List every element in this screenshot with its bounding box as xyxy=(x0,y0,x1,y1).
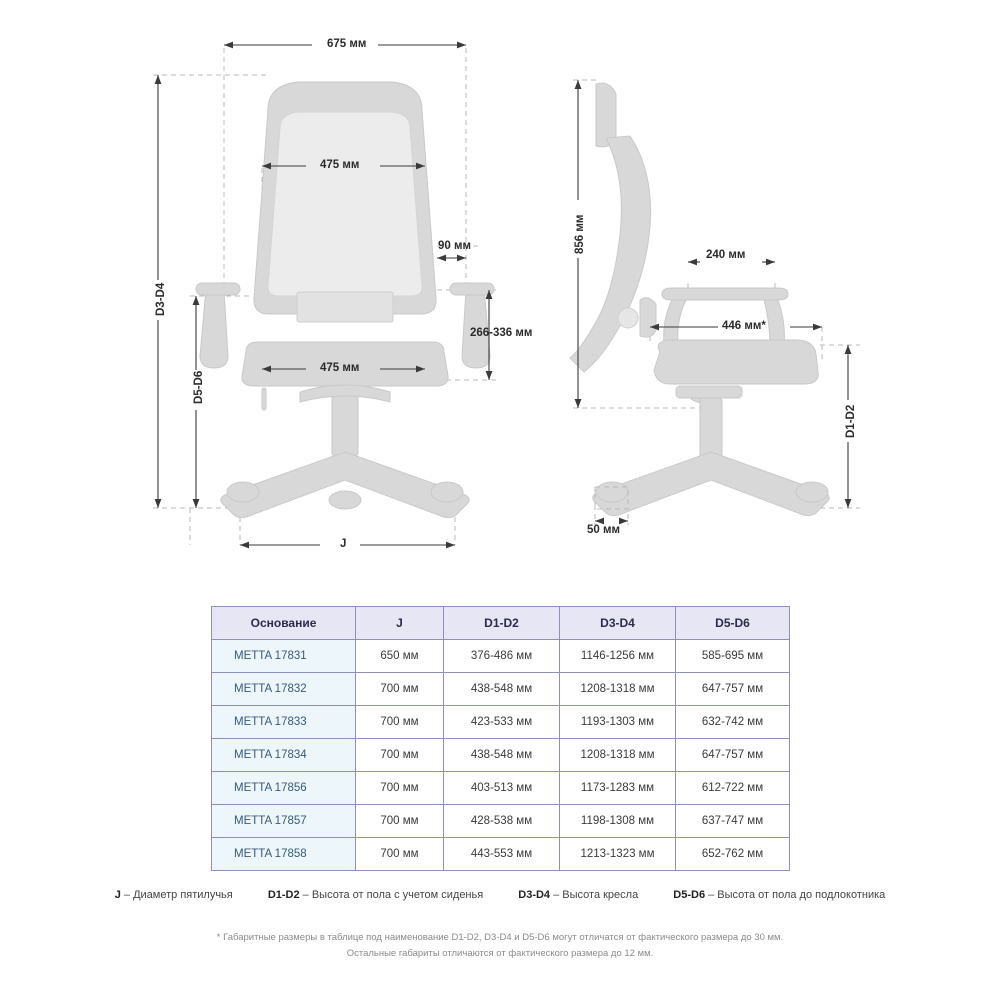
cell-j: 700 мм xyxy=(356,838,444,871)
cell-base: METTA 17858 xyxy=(212,838,356,871)
cell-base: METTA 17834 xyxy=(212,739,356,772)
cell-j: 650 мм xyxy=(356,640,444,673)
table-row xyxy=(212,673,790,706)
table-row xyxy=(212,739,790,772)
table-row xyxy=(212,838,790,871)
dim-base-diameter: J xyxy=(340,538,347,550)
cell-d1d2: 403-513 мм xyxy=(444,772,560,805)
legend-key-d1d2: D1-D2 xyxy=(267,889,300,901)
dim-armrest-height: 266-336 мм xyxy=(470,327,533,339)
cell-d3d4: 1198-1308 мм xyxy=(560,805,676,838)
specs-table-wrapper xyxy=(211,606,789,871)
cell-d3d4: 1208-1318 мм xyxy=(560,673,676,706)
legend-key-d3d4: D3-D4 xyxy=(518,889,551,901)
dim-caster-size: 50 мм xyxy=(587,524,621,536)
legend-text-d1d2: – Высота от пола с учетом сиденья xyxy=(299,889,484,901)
chair-front-illustration xyxy=(196,82,494,518)
dim-total-height: 856 мм xyxy=(574,214,586,254)
cell-d1d2: 423-533 мм xyxy=(444,706,560,739)
cell-d3d4: 1146-1256 мм xyxy=(560,640,676,673)
dim-backrest-width: 475 мм xyxy=(320,159,360,171)
table-header-row xyxy=(212,607,790,640)
legend-item-d1d2 xyxy=(268,889,483,901)
cell-d5d6: 612-722 мм xyxy=(676,772,790,805)
cell-d1d2: 438-548 мм xyxy=(444,739,560,772)
table-row xyxy=(212,640,790,673)
table-row xyxy=(212,805,790,838)
dim-width-total: 675 мм xyxy=(327,38,367,50)
cell-j: 700 мм xyxy=(356,739,444,772)
cell-d1d2: 438-548 мм xyxy=(444,673,560,706)
legend-key-j: J xyxy=(114,889,121,901)
dim-seat-width: 475 мм xyxy=(320,362,360,374)
cell-d1d2: 428-538 мм xyxy=(444,805,560,838)
col-header-d3d4: D3-D4 xyxy=(560,607,676,640)
cell-d3d4: 1208-1318 мм xyxy=(560,739,676,772)
legend-text-d5d6: – Высота от пола до подлокотника xyxy=(705,889,886,901)
specs-table xyxy=(211,606,790,871)
col-header-base: Основание xyxy=(212,607,356,640)
cell-d5d6: 647-757 мм xyxy=(676,739,790,772)
cell-j: 700 мм xyxy=(356,772,444,805)
legend-text-j: – Диаметр пятилучья xyxy=(120,889,233,901)
dim-d1-d2: D1-D2 xyxy=(845,404,857,438)
cell-d3d4: 1173-1283 мм xyxy=(560,772,676,805)
table-row xyxy=(212,772,790,805)
cell-d5d6: 632-742 мм xyxy=(676,706,790,739)
dim-d5-d6: D5-D6 xyxy=(193,370,205,404)
legend-item-j xyxy=(115,889,233,901)
cell-base: METTA 17857 xyxy=(212,805,356,838)
legend xyxy=(0,889,1000,901)
cell-d1d2: 443-553 мм xyxy=(444,838,560,871)
col-header-d5d6: D5-D6 xyxy=(676,607,790,640)
dim-d3-d4: D3-D4 xyxy=(155,282,167,316)
cell-j: 700 мм xyxy=(356,706,444,739)
cell-base: METTA 17833 xyxy=(212,706,356,739)
cell-base: METTA 17831 xyxy=(212,640,356,673)
cell-base: METTA 17832 xyxy=(212,673,356,706)
cell-d1d2: 376-486 мм xyxy=(444,640,560,673)
col-header-j: J xyxy=(356,607,444,640)
cell-d5d6: 647-757 мм xyxy=(676,673,790,706)
cell-j: 700 мм xyxy=(356,805,444,838)
footnote xyxy=(0,930,1000,962)
legend-item-d5d6 xyxy=(673,889,885,901)
legend-key-d5d6: D5-D6 xyxy=(673,889,706,901)
cell-j: 700 мм xyxy=(356,673,444,706)
footnote-line-2: Остальные габариты отличаются от фактического размера до 12 мм. xyxy=(346,948,654,959)
table-row xyxy=(212,706,790,739)
cell-d5d6: 585-695 мм xyxy=(676,640,790,673)
cell-d5d6: 637-747 мм xyxy=(676,805,790,838)
cell-d3d4: 1213-1323 мм xyxy=(560,838,676,871)
dim-seat-depth: 446 мм* xyxy=(722,320,766,332)
chair-side-illustration xyxy=(570,83,829,515)
dim-armrest-depth: 240 мм xyxy=(706,249,746,261)
footnote-line-1: * Габаритные размеры в таблице под наименование D1-D2, D3-D4 и D5-D6 могут отличатся от фактического размера до 30 мм. xyxy=(216,932,784,943)
col-header-d1d2: D1-D2 xyxy=(444,607,560,640)
legend-item-d3d4 xyxy=(518,889,638,901)
cell-d5d6: 652-762 мм xyxy=(676,838,790,871)
legend-text-d3d4: – Высота кресла xyxy=(550,889,639,901)
cell-d3d4: 1193-1303 мм xyxy=(560,706,676,739)
dim-armrest-offset: 90 мм xyxy=(438,240,472,252)
cell-base: METTA 17856 xyxy=(212,772,356,805)
